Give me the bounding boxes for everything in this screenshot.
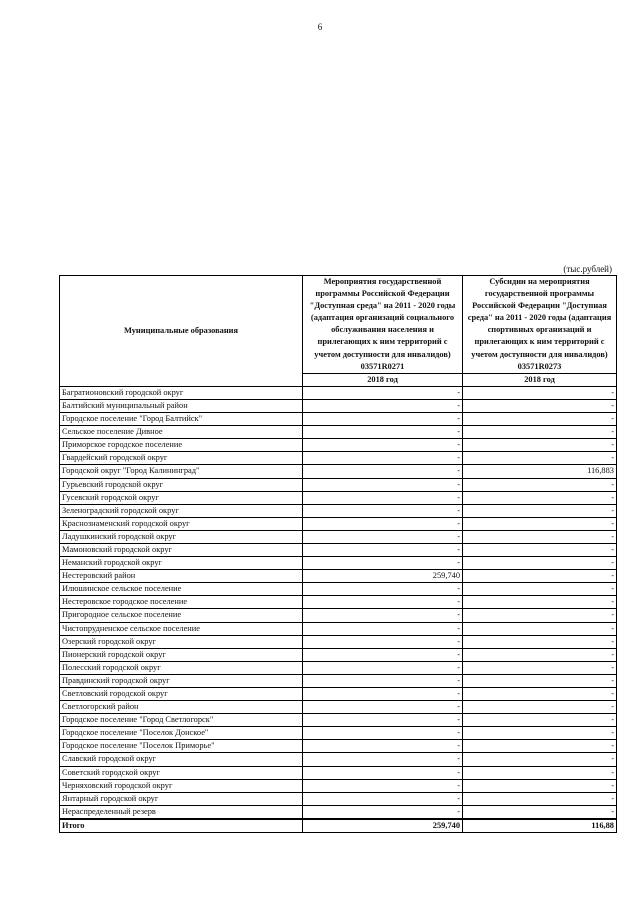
municipality-name: Приморское городское поселение [60,439,303,452]
table-row [60,570,617,583]
value-0273: - [463,674,617,687]
value-0271: - [303,517,463,530]
table-row [60,413,617,426]
table-row [60,596,617,609]
municipality-name: Правдинский городской округ [60,674,303,687]
table-row [60,543,617,556]
municipality-name: Неманский городской округ [60,557,303,570]
value-0273: - [463,779,617,792]
table-row [60,517,617,530]
municipality-name: Балтийский муниципальный район [60,399,303,412]
value-0271: - [303,714,463,727]
table-row [60,478,617,491]
value-0271: - [303,530,463,543]
table-row [60,609,617,622]
table-row [60,766,617,779]
header-program-0271: Мероприятия государственной программы Российской Федерации "Доступная среда" на 2011 - 2020 годы (адаптация организаций социального обслуживания населения и прилегающих к ним территорий с учетом доступности для инвалидов) 03571R0271 [303,276,463,374]
value-0271: - [303,727,463,740]
value-0273: - [463,583,617,596]
value-0271: - [303,688,463,701]
value-0273: - [463,530,617,543]
value-0271: - [303,674,463,687]
value-0273: - [463,413,617,426]
value-0271: - [303,635,463,648]
value-0271: - [303,557,463,570]
value-0271: - [303,439,463,452]
value-0273: - [463,792,617,805]
municipality-name: Городской округ "Город Калининград" [60,465,303,478]
municipality-name: Городское поселение "Поселок Приморье" [60,740,303,753]
table-row [60,805,617,819]
table-row [60,622,617,635]
municipality-name: Светлогорский район [60,701,303,714]
municipality-name: Краснознаменский городской округ [60,517,303,530]
total-0271: 259,740 [303,819,463,833]
value-0271: - [303,805,463,819]
value-0273: - [463,635,617,648]
value-0271: - [303,701,463,714]
municipality-name: Илюшинское сельское поселение [60,583,303,596]
table-row [60,465,617,478]
value-0271: - [303,648,463,661]
value-0271: - [303,622,463,635]
value-0273: - [463,517,617,530]
value-0273: - [463,701,617,714]
table-row [60,386,617,399]
header-year-col3: 2018 год [463,373,617,386]
table-row [60,701,617,714]
value-0271: - [303,583,463,596]
municipality-name: Нестеровское городское поселение [60,596,303,609]
header-municipalities: Муниципальные образования [60,276,303,387]
municipality-name: Советский городской округ [60,766,303,779]
value-0273: - [463,753,617,766]
value-0271: - [303,609,463,622]
municipality-name: Гусевский городской округ [60,491,303,504]
value-0273: - [463,478,617,491]
value-0273: - [463,609,617,622]
value-0271: - [303,740,463,753]
municipality-name: Янтарный городской округ [60,792,303,805]
table-row [60,648,617,661]
value-0273: 116,883 [463,465,617,478]
value-0271: - [303,452,463,465]
value-0273: - [463,399,617,412]
table-row [60,674,617,687]
municipality-name: Славский городской округ [60,753,303,766]
municipality-name: Гурьевский городской округ [60,478,303,491]
table-row [60,504,617,517]
municipality-name: Гвардейский городской округ [60,452,303,465]
value-0271: - [303,399,463,412]
value-0271: - [303,596,463,609]
municipality-name: Багратионовский городской округ [60,386,303,399]
municipality-name: Пионерский городской округ [60,648,303,661]
value-0271: - [303,504,463,517]
value-0271: - [303,386,463,399]
value-0271: - [303,779,463,792]
table-row [60,399,617,412]
value-0273: - [463,439,617,452]
value-0271: 259,740 [303,570,463,583]
value-0273: - [463,426,617,439]
value-0273: - [463,766,617,779]
value-0273: - [463,740,617,753]
value-0271: - [303,413,463,426]
municipality-name: Городское поселение "Город Балтийск" [60,413,303,426]
value-0271: - [303,465,463,478]
table-row [60,491,617,504]
table-row [60,661,617,674]
value-0273: - [463,727,617,740]
value-0273: - [463,386,617,399]
table-row [60,688,617,701]
municipality-name: Чистопрудненское сельское поселение [60,622,303,635]
table-row [60,792,617,805]
header-program-0273: Субсидии на мероприятия государственной программы Российской Федерации "Доступная среда" на 2011 - 2020 годы (адаптация спортивных организаций и прилегающих к ним территорий с учетом доступности для инвалидов) 03571R0273 [463,276,617,374]
table-row [60,779,617,792]
municipality-name: Городское поселение "Город Светлогорск" [60,714,303,727]
table-row [60,583,617,596]
value-0271: - [303,491,463,504]
value-0273: - [463,622,617,635]
table-row [60,557,617,570]
page-number: 6 [317,22,323,32]
value-0273: - [463,661,617,674]
municipality-name: Городское поселение "Поселок Донское" [60,727,303,740]
municipality-name: Сельское поселение Дивное [60,426,303,439]
table-row [60,439,617,452]
value-0271: - [303,478,463,491]
subsidy-table [59,275,617,833]
value-0273: - [463,596,617,609]
value-0273: - [463,714,617,727]
value-0273: - [463,452,617,465]
municipality-name: Мамоновский городской округ [60,543,303,556]
table-row [60,714,617,727]
municipality-name: Светловский городской округ [60,688,303,701]
table-row [60,740,617,753]
table-row [60,452,617,465]
value-0273: - [463,570,617,583]
municipality-name: Нераспределенный резерв [60,805,303,819]
municipality-name: Черняховский городской округ [60,779,303,792]
municipality-name: Полесский городской округ [60,661,303,674]
table-row [60,426,617,439]
table-row [60,530,617,543]
municipality-name: Зеленоградский городской округ [60,504,303,517]
value-0273: - [463,648,617,661]
value-0273: - [463,491,617,504]
municipality-name: Нестеровский район [60,570,303,583]
units-label: (тыс.рублей) [563,264,612,274]
value-0273: - [463,805,617,819]
value-0271: - [303,753,463,766]
value-0273: - [463,543,617,556]
municipality-name: Озерский городской округ [60,635,303,648]
total-label: Итого [60,819,303,833]
table-row [60,753,617,766]
value-0271: - [303,766,463,779]
value-0273: - [463,504,617,517]
total-0273: 116,88 [463,819,617,833]
total-row [60,819,617,833]
table-row [60,727,617,740]
value-0271: - [303,426,463,439]
value-0271: - [303,661,463,674]
value-0273: - [463,557,617,570]
header-year-col2: 2018 год [303,373,463,386]
municipality-name: Пригородное сельское поселение [60,609,303,622]
municipality-name: Ладушкинский городской округ [60,530,303,543]
value-0273: - [463,688,617,701]
table-row [60,635,617,648]
value-0271: - [303,792,463,805]
value-0271: - [303,543,463,556]
